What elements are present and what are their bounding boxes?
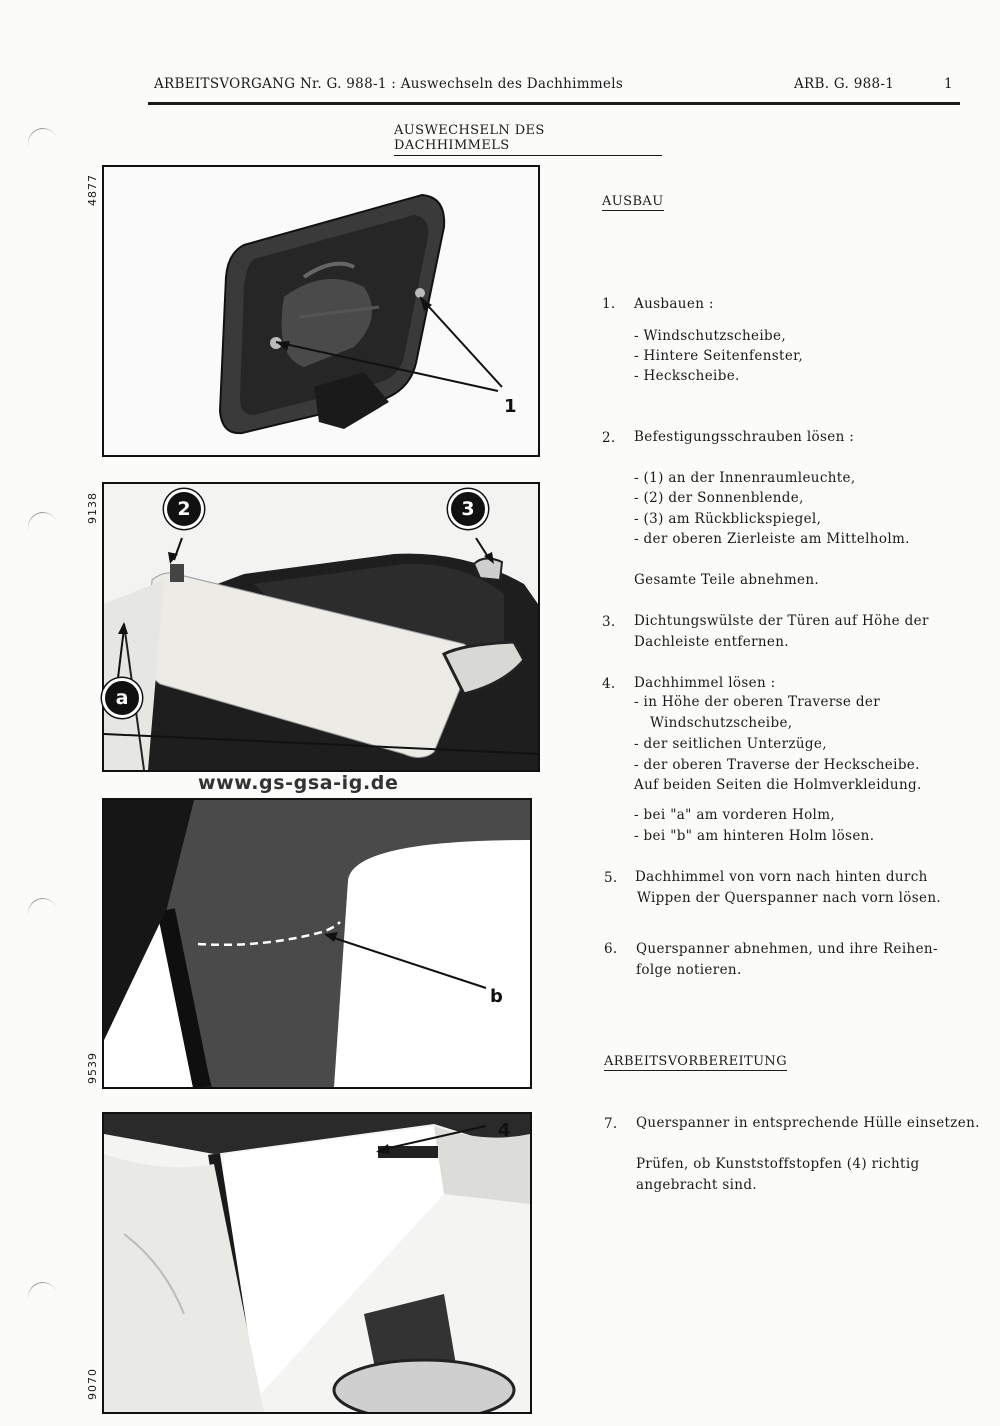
- list-item: - bei "a" am vorderen Holm,: [634, 807, 836, 823]
- punch-hole-mark: [24, 1278, 63, 1317]
- list-item: - bei "b" am hinteren Holm lösen.: [634, 828, 875, 844]
- callout-2: 2: [164, 489, 204, 529]
- step-line: Prüfen, ob Kunststoffstopfen (4) richtig: [636, 1156, 920, 1172]
- step-number: 2.: [602, 430, 616, 446]
- photo3-arrows: [102, 798, 528, 1085]
- step-line: angebracht sind.: [636, 1177, 757, 1193]
- list-item: - Heckscheibe.: [634, 368, 740, 384]
- website-watermark: www.gs-gsa-ig.de: [198, 772, 399, 794]
- callout-1: 1: [504, 396, 517, 417]
- step-line: Dichtungswülste der Türen auf Höhe der: [634, 613, 929, 629]
- list-item: - Windschutzscheibe,: [634, 328, 786, 344]
- photo2-arrows: [102, 482, 536, 768]
- step-text: Dachhimmel lösen :: [634, 675, 776, 691]
- step-line: Windschutzscheibe,: [650, 715, 793, 731]
- punch-hole-mark: [24, 894, 63, 933]
- step-line: Dachhimmel von vorn nach hinten durch: [635, 869, 928, 885]
- step-number: 4.: [602, 676, 616, 692]
- step-line: Querspanner abnehmen, und ihre Reihen-: [636, 941, 938, 957]
- step-line: - der seitlichen Unterzüge,: [634, 736, 827, 752]
- step-line: - in Höhe der oberen Traverse der: [634, 694, 881, 710]
- step-text: Befestigungsschrauben lösen :: [634, 429, 855, 445]
- step-number: 7.: [604, 1116, 618, 1132]
- callout-4: 4: [498, 1120, 511, 1141]
- photo1-arrows: [102, 165, 536, 453]
- step-note: Gesamte Teile abnehmen.: [634, 572, 820, 588]
- header-rule: [148, 102, 960, 105]
- step-line: Auf beiden Seiten die Holmverkleidung.: [634, 777, 922, 793]
- page-number: 1: [944, 76, 953, 92]
- step-line: - der oberen Traverse der Heckscheibe.: [634, 757, 920, 773]
- section-ausbau: AUSBAU: [602, 194, 664, 209]
- list-item: - (3) am Rückblickspiegel,: [634, 511, 822, 527]
- callout-3: 3: [448, 489, 488, 529]
- page-title: AUSWECHSELN DES DACHHIMMELS: [394, 123, 662, 156]
- list-item: - Hintere Seitenfenster,: [634, 348, 804, 364]
- section-arbeitsvorbereitung: ARBEITSVORBEREITUNG: [604, 1054, 787, 1069]
- punch-hole-mark: [24, 124, 63, 163]
- step-number: 3.: [602, 614, 616, 630]
- list-item: - (2) der Sonnenblende,: [634, 490, 804, 506]
- list-item: - der oberen Zierleiste am Mittelholm.: [634, 531, 910, 547]
- figure-number: 9070: [86, 1368, 99, 1400]
- step-number: 6.: [604, 941, 618, 957]
- photo4-arrows: [102, 1112, 528, 1410]
- callout-a: a: [102, 678, 142, 718]
- step-text: Ausbauen :: [634, 296, 714, 312]
- header-title: ARBEITSVORGANG Nr. G. 988-1 : Auswechseln des Dachhimmels: [154, 76, 624, 92]
- step-number: 5.: [604, 870, 618, 886]
- step-line: Wippen der Querspanner nach vorn lösen.: [637, 890, 942, 906]
- figure-number: 9138: [86, 492, 99, 524]
- list-item: - (1) an der Innenraumleuchte,: [634, 470, 856, 486]
- figure-number: 9539: [86, 1052, 99, 1084]
- punch-hole-mark: [24, 508, 63, 547]
- figure-number: 4877: [86, 174, 99, 206]
- step-text: Querspanner in entsprechende Hülle einsetzen.: [636, 1115, 980, 1131]
- step-number: 1.: [602, 296, 616, 312]
- step-line: folge notieren.: [636, 962, 742, 978]
- header-code: ARB. G. 988-1: [794, 76, 895, 92]
- step-line: Dachleiste entfernen.: [634, 634, 789, 650]
- callout-b: b: [490, 986, 503, 1007]
